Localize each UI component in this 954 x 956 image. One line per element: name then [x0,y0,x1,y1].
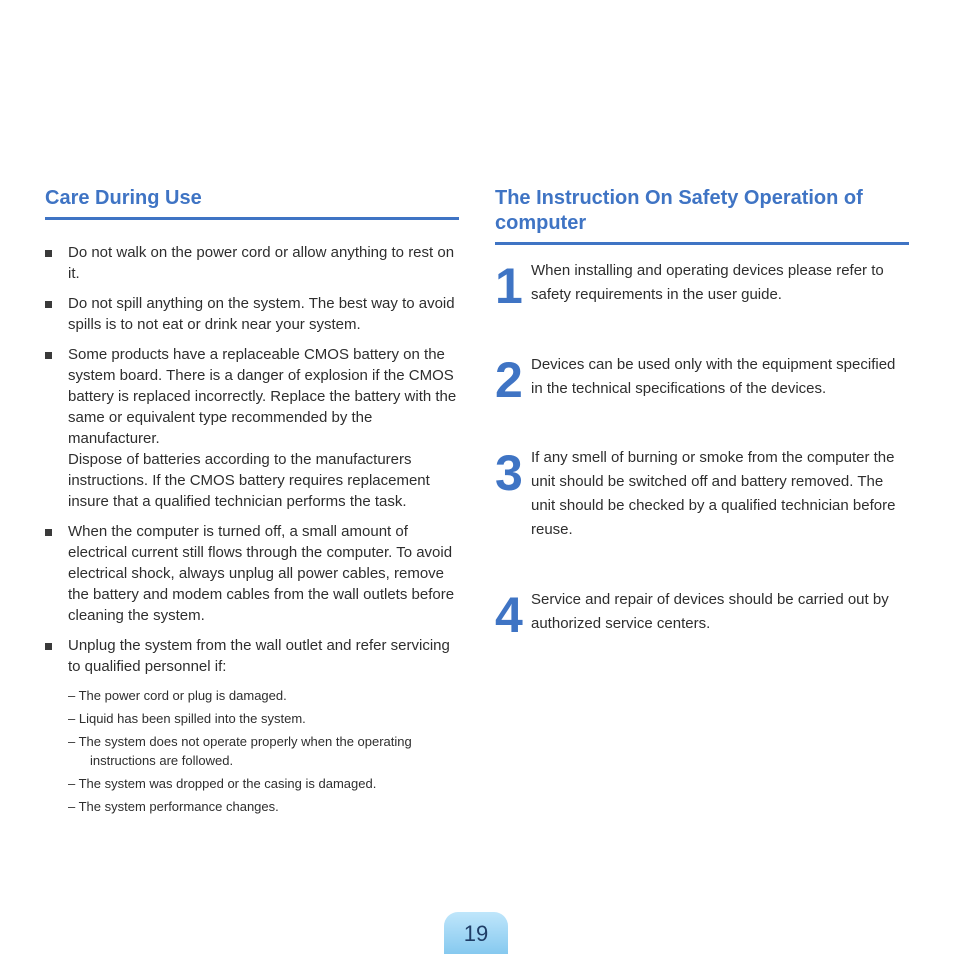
step-number: 4 [495,587,521,643]
square-bullet-icon [45,250,52,257]
safety-steps [495,258,909,643]
square-bullet-icon [45,529,52,536]
section-title-safety-instruction: The Instruction On Safety Operation of computer [495,186,909,245]
page-number-badge: 19 [444,912,508,954]
step-item [495,352,909,408]
bullet-item [45,293,459,335]
step-text: If any smell of burning or smoke from the computer the unit should be switched off and battery removed. The unit should be checked by a qualified technician before reuse. [531,449,896,538]
section-title-care-during-use: Care During Use [45,186,459,220]
sub-list-item: – The system performance changes. [68,799,279,814]
care-bullet-list [45,242,459,677]
sub-list-item: – Liquid has been spilled into the system. [68,711,306,726]
step-item [495,587,909,643]
square-bullet-icon [45,643,52,650]
bullet-item [45,344,459,512]
bullet-text: Do not spill anything on the system. The best way to avoid spills is to not eat or drink near your system. [68,295,455,333]
bullet-item [45,242,459,284]
sub-list-item: – The system does not operate properly when the operating instructions are followed. [68,734,412,768]
sub-list-item: – The power cord or plug is damaged. [68,688,287,703]
servicing-conditions-list [68,686,459,816]
square-bullet-icon [45,301,52,308]
step-item [495,258,909,314]
bullet-text: Unplug the system from the wall outlet and refer servicing to qualified personnel if: [68,637,450,675]
bullet-item [45,635,459,677]
step-number: 1 [495,258,521,314]
safety-instruction-section [495,186,909,643]
care-during-use-section [45,186,459,820]
step-text: When installing and operating devices please refer to safety requirements in the user guide. [531,262,884,303]
step-text: Service and repair of devices should be carried out by authorized service centers. [531,591,889,632]
step-item [495,446,909,542]
bullet-item [45,521,459,626]
sub-list-item: – The system was dropped or the casing is damaged. [68,776,377,791]
bullet-text: When the computer is turned off, a small amount of electrical current still flows through the computer. To avoid electrical shock, always unplug all power cables, remove the battery and modem cables from the wall outlets before cleaning the system. [68,523,455,624]
square-bullet-icon [45,352,52,359]
bullet-text: Some products have a replaceable CMOS battery on the system board. There is a danger of explosion if the CMOS battery is replaced incorrectly. Replace the battery with the same or equivalent type recommended by the manufacturer. [68,346,457,447]
bullet-text-continued: Dispose of batteries according to the manufacturers instructions. If the CMOS battery requires replacement insure that a qualified technician performs the task. [68,451,430,510]
step-text: Devices can be used only with the equipment specified in the technical specifications of the devices. [531,356,896,397]
step-number: 2 [495,352,521,408]
bullet-text: Do not walk on the power cord or allow anything to rest on it. [68,244,455,282]
step-number: 3 [495,445,521,501]
